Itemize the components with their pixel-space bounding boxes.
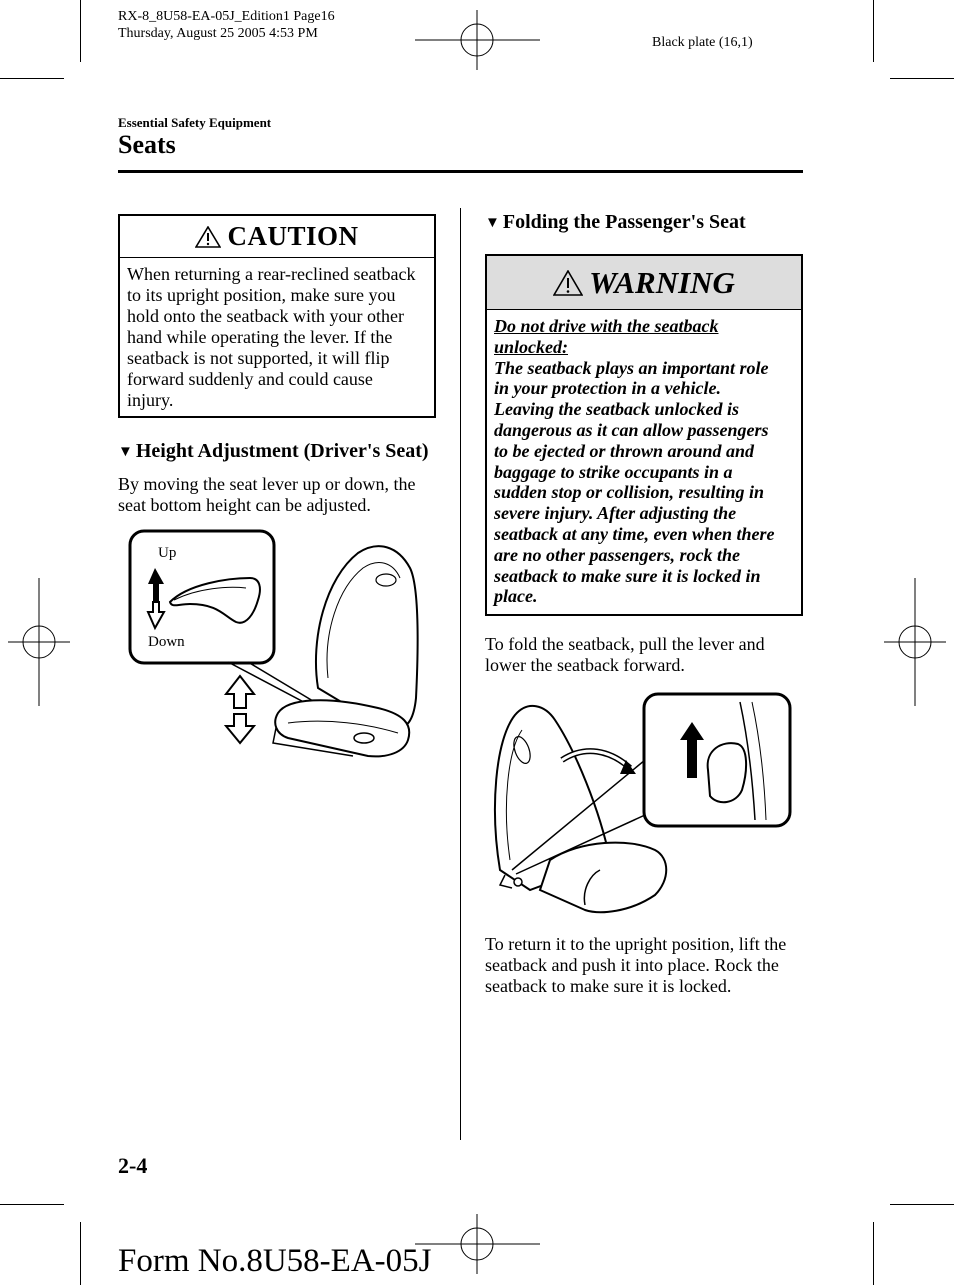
warning-line: seatback at any time, even when there [494, 523, 775, 544]
column-divider [460, 208, 461, 1140]
page-title: Seats [118, 130, 176, 159]
caution-line: to its upright position, make sure you [127, 285, 396, 305]
caution-line: injury. [127, 390, 174, 410]
caution-text [120, 258, 434, 411]
caution-box [118, 214, 436, 418]
caution-label: CAUTION [227, 221, 359, 251]
triangle-bullet-icon: ▼ [118, 444, 133, 460]
warning-lead-line: Do not drive with the seatback [494, 316, 719, 336]
warning-label: WARNING [589, 264, 735, 300]
fold-line: To fold the seatback, pull the lever and [485, 634, 765, 654]
warning-line: sudden stop or collision, resulting in [494, 482, 765, 503]
registration-mark-icon [415, 1214, 540, 1274]
warning-box [485, 254, 803, 616]
title-rule [118, 170, 803, 173]
warning-lead-line: unlocked: [494, 336, 568, 357]
fig-label-up: Up [158, 545, 177, 561]
crop-mark [873, 1222, 874, 1285]
fold-instructions [485, 634, 765, 676]
folding-heading-text: Folding the Passenger's Seat [502, 211, 746, 233]
registration-mark-icon [884, 578, 946, 706]
plate-label: Black plate (16,1) [652, 35, 753, 50]
caution-line: When returning a rear-reclined seatback [127, 264, 416, 284]
return-line: seatback to make sure it is locked. [485, 976, 732, 996]
warning-line: seatback to make sure it is locked in [494, 565, 761, 586]
warning-line: to be ejected or thrown around and [494, 440, 755, 461]
page-number: 2-4 [118, 1153, 148, 1178]
height-heading [118, 440, 429, 463]
return-instructions [485, 934, 786, 997]
warning-line: in your protection in a vehicle. [494, 378, 721, 399]
warning-triangle-icon [195, 226, 221, 248]
height-line: By moving the seat lever up or down, the [118, 474, 416, 494]
caution-line: hold onto the seatback with your other [127, 306, 404, 326]
print-header-line1: RX-8_8U58-EA-05J_Edition1 Page16 [118, 9, 335, 24]
warning-line: dangerous as it can allow passengers [494, 419, 769, 440]
section-label: Essential Safety Equipment [118, 115, 272, 130]
warning-header [487, 256, 801, 310]
return-line: seatback and push it into place. Rock the [485, 955, 779, 975]
folding-heading [485, 211, 746, 234]
crop-mark [0, 1204, 64, 1205]
form-number: Form No.8U58-EA-05J [118, 1243, 432, 1279]
registration-mark-icon [8, 578, 70, 706]
fig-label-down: Down [148, 634, 185, 650]
return-line: To return it to the upright position, lift the [485, 934, 787, 954]
crop-mark [873, 0, 874, 62]
fold-line: lower the seatback forward. [485, 655, 685, 675]
caution-line: forward suddenly and could cause [127, 369, 373, 389]
caution-line: hand while operating the lever. If the [127, 327, 393, 347]
height-line: seat bottom height can be adjusted. [118, 495, 371, 515]
warning-line: are no other passengers, rock the [494, 544, 741, 565]
warning-line: place. [494, 586, 538, 607]
triangle-bullet-icon: ▼ [485, 215, 500, 231]
warning-line: Leaving the seatback unlocked is [494, 399, 739, 420]
warning-line: baggage to strike occupants in a [494, 461, 733, 482]
seat-fold-illustration [490, 690, 795, 922]
warning-triangle-icon [553, 270, 583, 296]
crop-mark [80, 1222, 81, 1285]
crop-mark [890, 78, 954, 79]
print-header-line2: Thursday, August 25 2005 4:53 PM [118, 26, 318, 41]
crop-mark [0, 78, 64, 79]
crop-mark [80, 0, 81, 62]
caution-line: seatback is not supported, it will flip [127, 348, 390, 368]
registration-mark-icon [415, 10, 540, 70]
warning-line: severe injury. After adjusting the [494, 503, 737, 524]
warning-line: The seatback plays an important role [494, 357, 769, 378]
height-body [118, 474, 415, 516]
caution-header [120, 216, 434, 258]
print-header [118, 8, 335, 42]
height-heading-text: Height Adjustment (Driver's Seat) [135, 440, 429, 462]
warning-text [487, 310, 801, 607]
crop-mark [890, 1204, 954, 1205]
